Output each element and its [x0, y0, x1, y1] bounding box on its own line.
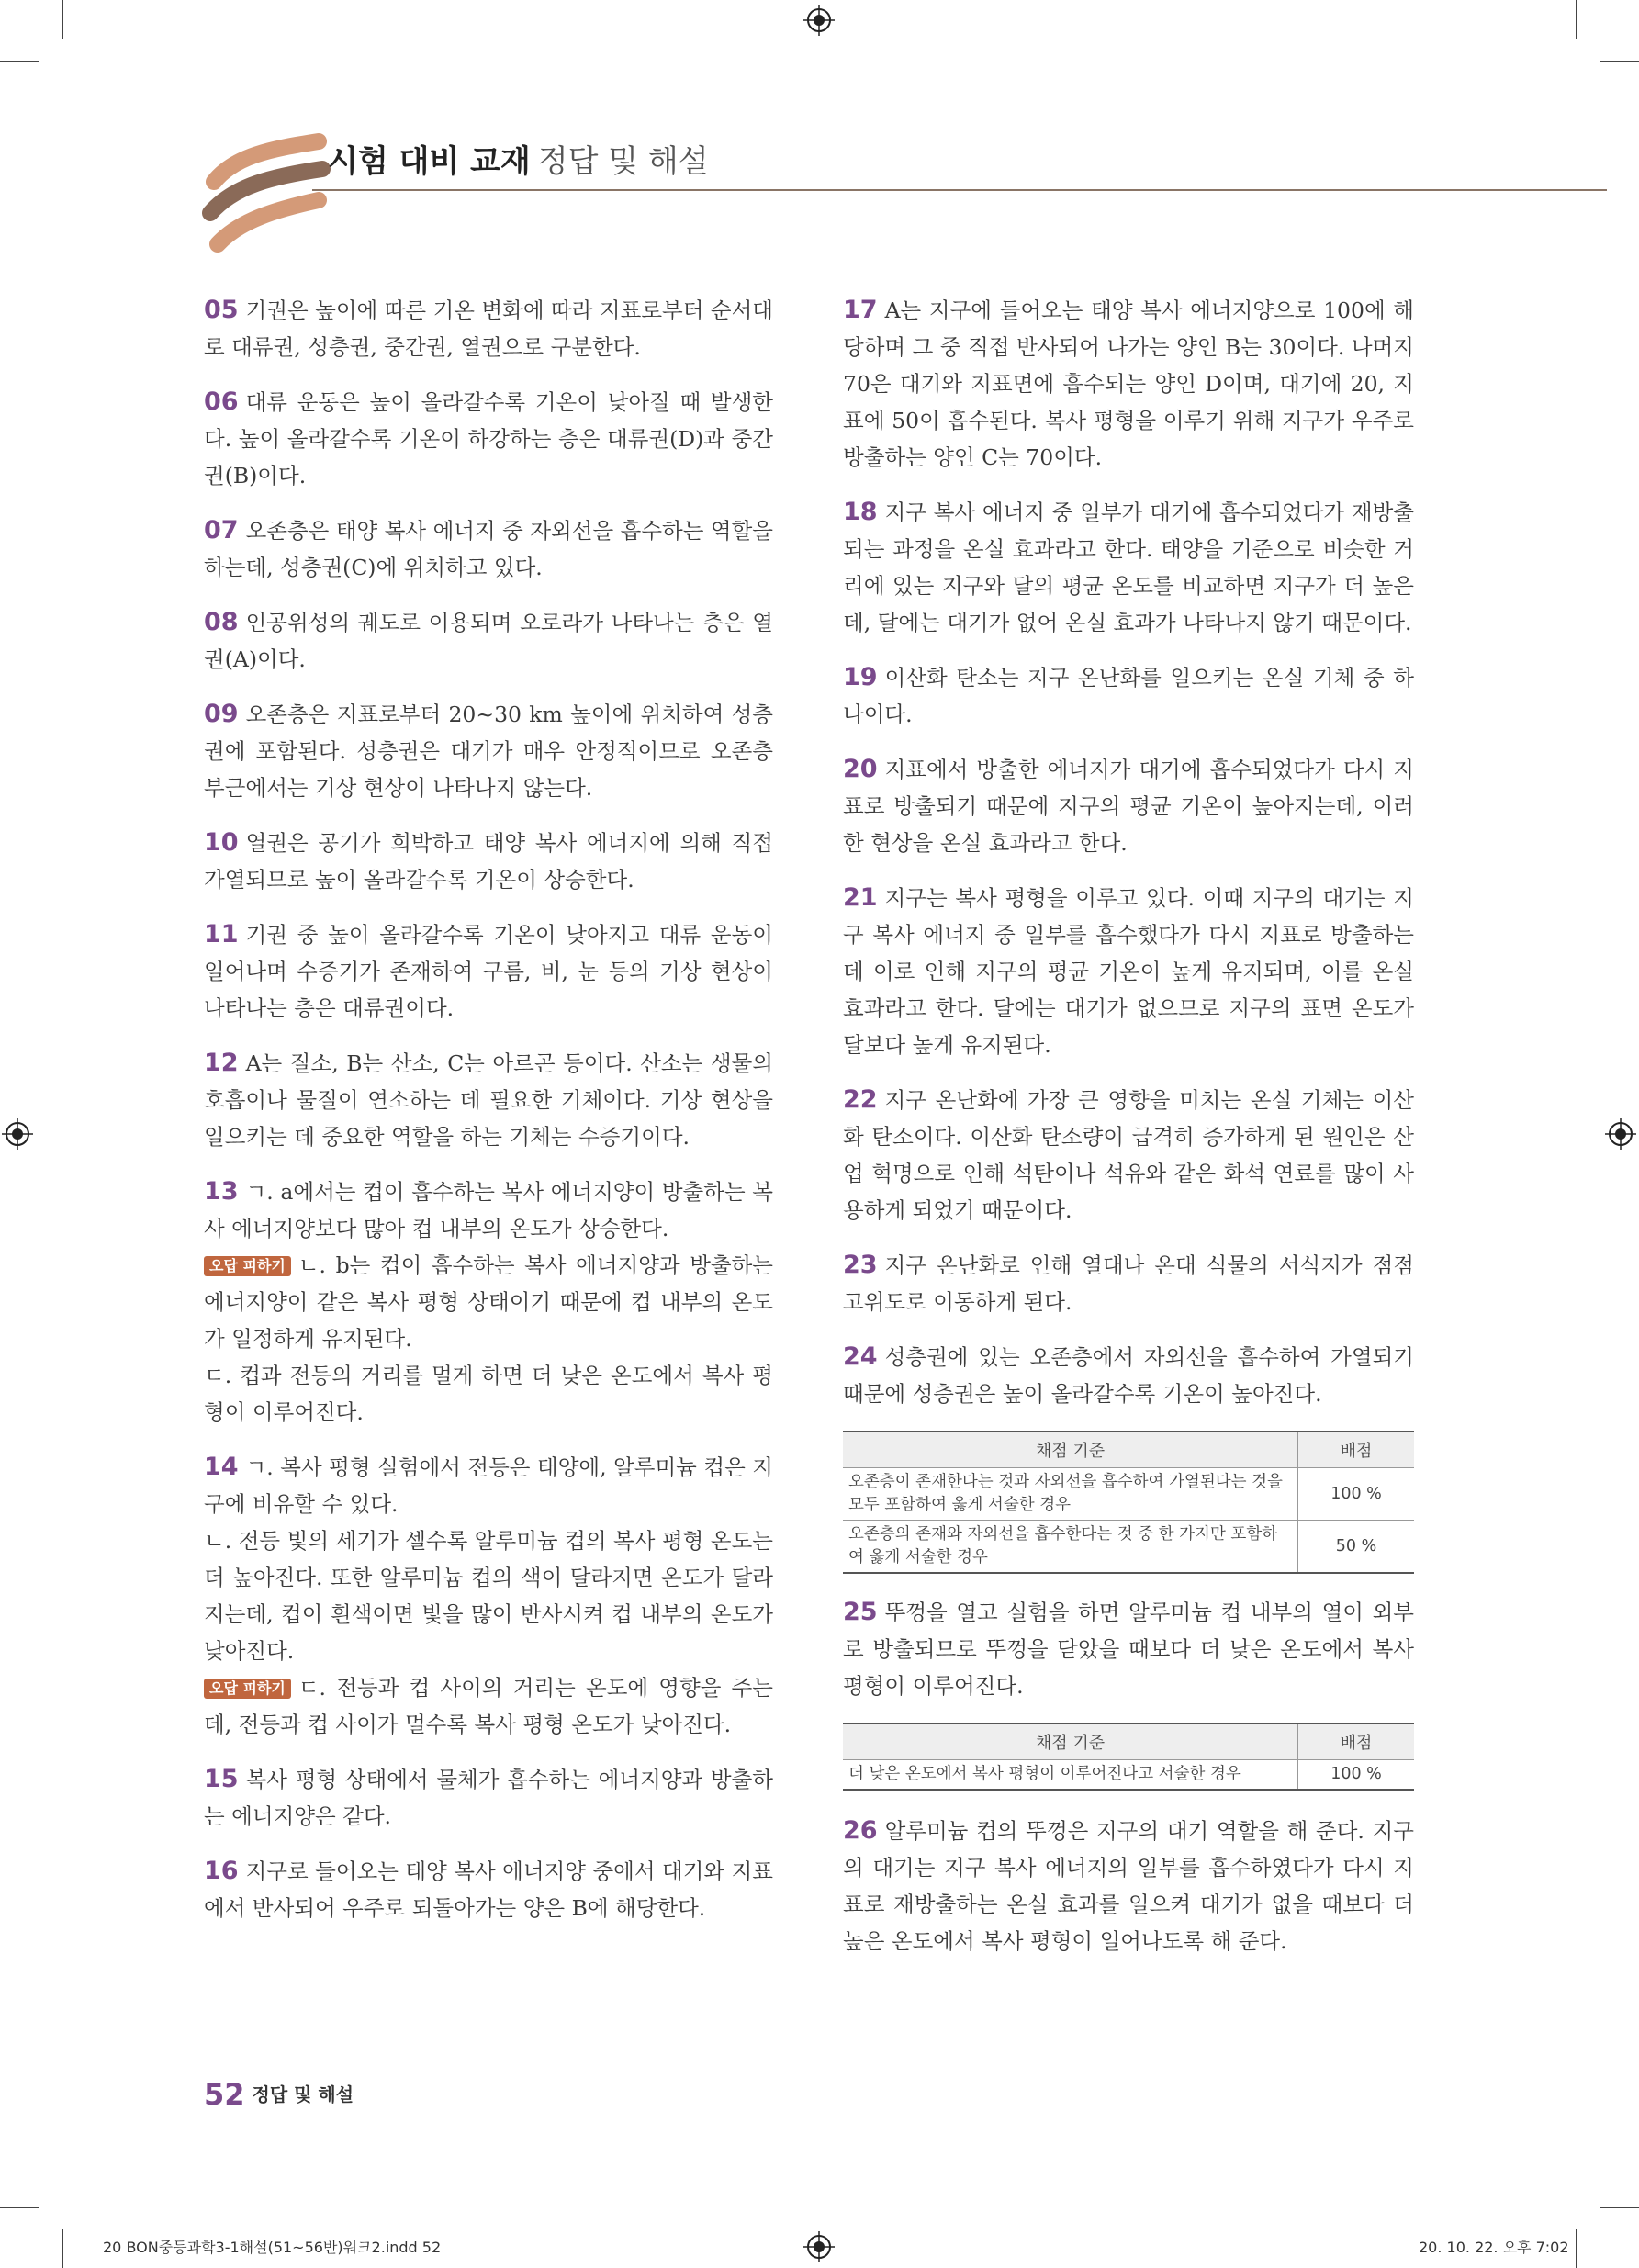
- item-number: 15: [204, 1765, 239, 1793]
- page-header-title: 시험 대비 교재 정답 및 해설: [328, 143, 709, 180]
- answer-item-16: [204, 1853, 773, 1926]
- table-header-points: 배점: [1298, 1723, 1415, 1760]
- answer-item-26: 26 알루미늄 컵의 뚜껑은 지구의 대기 역할을 해 준다. 지구의 대기는 지구 복사 에너지의 일부를 흡수하였다가 다시 지표로 재방출하는 온실 효과를 일으켜 대기가 없을 때보다 더 높은 온도에서 복사 평형이 일어나도록 해 준다.: [843, 1816, 1414, 1954]
- item-number: 23: [843, 1251, 878, 1279]
- answer-item-11: [204, 916, 773, 1027]
- crop-mark: [1576, 2229, 1577, 2268]
- answer-item-09: [204, 696, 773, 806]
- item-number: 11: [204, 920, 239, 949]
- item-text: 기권 중 높이 올라갈수록 기온이 낮아지고 대류 운동이 일어나며 수증기가 존재하여 구름, 비, 눈 등의 기상 현상이 나타나는 층은 대류권이다.: [204, 922, 773, 1021]
- item-text: 열권은 공기가 희박하고 태양 복사 에너지에 의해 직접 가열되므로 높이 올라갈수록 기온이 상승한다.: [204, 830, 773, 893]
- answer-item-25: 25 뚜껑을 열고 실험을 하면 알루미늄 컵 내부의 열이 외부로 방출되므로 뚜껑을 닫았을 때보다 더 낮은 온도에서 복사 평형이 이루어진다.: [843, 1598, 1414, 1699]
- table-row: [843, 1468, 1414, 1521]
- answer-item-19: [843, 659, 1414, 733]
- item-text: 복사 평형 상태에서 물체가 흡수하는 에너지양과 방출하는 에너지양은 같다.: [204, 1767, 773, 1829]
- table-header-criteria: 채점 기준: [843, 1723, 1298, 1760]
- answer-item-18: [843, 494, 1414, 641]
- table-row: [843, 1521, 1414, 1574]
- right-column: [843, 292, 1414, 1959]
- crop-mark: [62, 2229, 63, 2268]
- points-cell: 100 %: [1298, 1468, 1415, 1521]
- answer-item-15: [204, 1761, 773, 1835]
- crop-mark: [1600, 61, 1639, 62]
- avoid-wrong-answer-badge: 오답 피하기: [204, 1256, 291, 1276]
- table-header-criteria: 채점 기준: [843, 1432, 1298, 1468]
- answer-item-20: [843, 751, 1414, 861]
- answer-item-24: [843, 1339, 1414, 1412]
- item-number: 20: [843, 755, 878, 783]
- answer-list-left-2: [204, 1761, 773, 1926]
- item-number: 17: [843, 296, 878, 324]
- item-text: 성층권에 있는 오존층에서 자외선을 흡수하여 가열되기 때문에 성층권은 높이 올라갈수록 기온이 높아진다.: [843, 1344, 1414, 1407]
- criteria-cell: 더 낮은 온도에서 복사 평형이 이루어진다고 서술한 경우: [843, 1760, 1298, 1791]
- item-number: 05: [204, 296, 239, 324]
- answer-item-06: [204, 384, 773, 494]
- registration-mark-icon: [1605, 1118, 1636, 1150]
- item-number: 19: [843, 663, 878, 691]
- item-text: 기권은 높이에 따른 기온 변화에 따라 지표로부터 순서대로 대류권, 성층권, 중간권, 열권으로 구분한다.: [204, 298, 773, 360]
- file-slug: 20 BON중등과학3-1해설(51~56반)워크2.indd 52: [103, 2239, 442, 2256]
- item-text: 오존층은 지표로부터 20~30 km 높이에 위치하여 성층권에 포함된다. 성층권은 대기가 매우 안정적이므로 오존층 부근에서는 기상 현상이 나타나지 않는다.: [204, 702, 773, 801]
- points-cell: 50 %: [1298, 1521, 1415, 1574]
- item-number: 21: [843, 883, 878, 912]
- page-number: 52 정답 및 해설: [204, 2077, 354, 2112]
- item-number: 22: [843, 1085, 878, 1114]
- item-number: 08: [204, 608, 239, 636]
- item-text: 지표에서 방출한 에너지가 대기에 흡수되었다가 다시 지표로 방출되기 때문에 지구의 평균 기온이 높아지는데, 이러한 현상을 온실 효과라고 한다.: [843, 757, 1414, 856]
- item-text: A는 질소, B는 산소, C는 아르곤 등이다. 산소는 생물의 호흡이나 물질이 연소하는 데 필요한 기체이다. 기상 현상을 일으키는 데 중요한 역할을 하는 기체는 수증기이다.: [204, 1050, 773, 1150]
- answer-item-21: [843, 880, 1414, 1063]
- item-number: 07: [204, 516, 239, 545]
- crop-mark: [0, 2207, 39, 2208]
- answer-item-08: [204, 604, 773, 678]
- item-text: 지구 온난화로 인해 열대나 온대 식물의 서식지가 점점 고위도로 이동하게 된다.: [843, 1252, 1414, 1315]
- item-text: 지구 온난화에 가장 큰 영향을 미치는 온실 기체는 이산화 탄소이다. 이산화 탄소량이 급격히 증가하게 된 원인은 산업 혁명으로 인해 석탄이나 석유와 같은 화석 연료를 많이 사용하게 되었기 때문이다.: [843, 1087, 1414, 1223]
- table-row: [843, 1760, 1414, 1791]
- left-column: [204, 292, 773, 1945]
- crop-mark: [1576, 0, 1577, 39]
- item-text: 오존층은 태양 복사 에너지 중 자외선을 흡수하는 역할을 하는데, 성층권(C)에 위치하고 있다.: [204, 518, 773, 580]
- answer-item-10: [204, 825, 773, 898]
- item-number: 09: [204, 700, 239, 728]
- answer-item-17: [843, 292, 1414, 476]
- registration-mark-icon: [803, 5, 835, 36]
- answer-list-left: [204, 292, 773, 1155]
- item-text: 지구는 복사 평형을 이루고 있다. 이때 지구의 대기는 지구 복사 에너지 중 일부를 흡수했다가 다시 지표로 방출하는데 이로 인해 지구의 평균 기온이 높게 유지되며, 이를 온실 효과라고 한다. 달에는 대기가 없으므로 지구의 표면 온도가 달보다 높게 유지된다.: [843, 885, 1414, 1058]
- item-text: 지구 복사 에너지 중 일부가 대기에 흡수되었다가 재방출되는 과정을 온실 효과라고 한다. 태양을 기준으로 비슷한 거리에 있는 지구와 달의 평균 온도를 비교하면 지구가 더 높은데, 달에는 대기가 없어 온실 효과가 나타나지 않기 때문이다.: [843, 500, 1414, 635]
- item-text: 인공위성의 궤도로 이용되며 오로라가 나타나는 층은 열권(A)이다.: [204, 610, 773, 672]
- header-stripes-icon: [197, 129, 335, 257]
- scoring-table-25: [843, 1723, 1414, 1791]
- crop-mark: [62, 0, 63, 39]
- table-header-points: 배점: [1298, 1432, 1415, 1468]
- item-number: 06: [204, 387, 239, 416]
- answer-item-22: [843, 1082, 1414, 1229]
- item-number: 24: [843, 1342, 878, 1371]
- item-text: 지구로 들어오는 태양 복사 에너지양 중에서 대기와 지표에서 반사되어 우주로 되돌아가는 양은 B에 해당한다.: [204, 1858, 773, 1921]
- points-cell: 100 %: [1298, 1760, 1415, 1791]
- answer-item-14: 14 ㄱ. 복사 평형 실험에서 전등은 태양에, 알루미늄 컵은 지구에 비유할 수 있다. ㄴ. 전등 빛의 세기가 셀수록 알루미늄 컵의 복사 평형 온도는 더 높아진다. 또한 알루미늄 컵의 색이 달라지면 온도가 달라지는데, 컵이 흰색이면 빛을 많이 반사시켜 컵 내부의 온도가 낮아진다. 오답 피하기 ㄷ. 전등과 컵 사이의 거리는 온도에 영향을 주는데, 전등과 컵 사이가 멀수록 복사 평형 온도가 낮아진다.: [204, 1453, 773, 1737]
- item-number: 10: [204, 828, 239, 857]
- item-text: A는 지구에 들어오는 태양 복사 에너지양으로 100에 해당하며 그 중 직접 반사되어 나가는 양인 B는 30이다. 나머지 70은 대기와 지표면에 흡수되는 양인 D이며, 대기에 20, 지표에 50이 흡수된다. 복사 평형을 이루기 위해 지구가 우주로 방출하는 양인 C는 70이다.: [843, 298, 1414, 470]
- item-number: 16: [204, 1857, 239, 1885]
- answer-list-right: [843, 292, 1414, 1412]
- crop-mark: [0, 61, 39, 62]
- header-rule: [312, 189, 1607, 191]
- registration-mark-icon: [2, 1118, 33, 1150]
- answer-item-13: 13 ㄱ. a에서는 컵이 흡수하는 복사 에너지양이 방출하는 복사 에너지양보다 많아 컵 내부의 온도가 상승한다. 오답 피하기 ㄴ. b는 컵이 흡수하는 복사 에너지양과 방출하는 에너지양이 같은 복사 평형 상태이기 때문에 컵 내부의 온도가 일정하게 유지된다. ㄷ. 컵과 전등의 거리를 멀게 하면 더 낮은 온도에서 복사 평형이 이루어진다.: [204, 1177, 773, 1425]
- criteria-cell: 오존층의 존재와 자외선을 흡수한다는 것 중 한 가지만 포함하여 옳게 서술한 경우: [843, 1521, 1298, 1574]
- item-number: 12: [204, 1049, 239, 1077]
- avoid-wrong-answer-badge: 오답 피하기: [204, 1679, 291, 1699]
- answer-item-12: [204, 1045, 773, 1155]
- item-text: 대류 운동은 높이 올라갈수록 기온이 낮아질 때 발생한다. 높이 올라갈수록 기온이 하강하는 층은 대류권(D)과 중간권(B)이다.: [204, 389, 773, 488]
- item-text: 이산화 탄소는 지구 온난화를 일으키는 온실 기체 중 하나이다.: [843, 665, 1414, 727]
- criteria-cell: 오존층이 존재한다는 것과 자외선을 흡수하여 가열된다는 것을 모두 포함하여 옳게 서술한 경우: [843, 1468, 1298, 1521]
- registration-mark-icon: [803, 2231, 835, 2262]
- crop-mark: [1600, 2207, 1639, 2208]
- answer-item-23: [843, 1247, 1414, 1320]
- item-number: 18: [843, 498, 878, 526]
- answer-item-05: [204, 292, 773, 365]
- answer-item-07: [204, 512, 773, 586]
- print-timestamp: 20. 10. 22. 오후 7:02: [1419, 2239, 1569, 2256]
- scoring-table-24: [843, 1431, 1414, 1574]
